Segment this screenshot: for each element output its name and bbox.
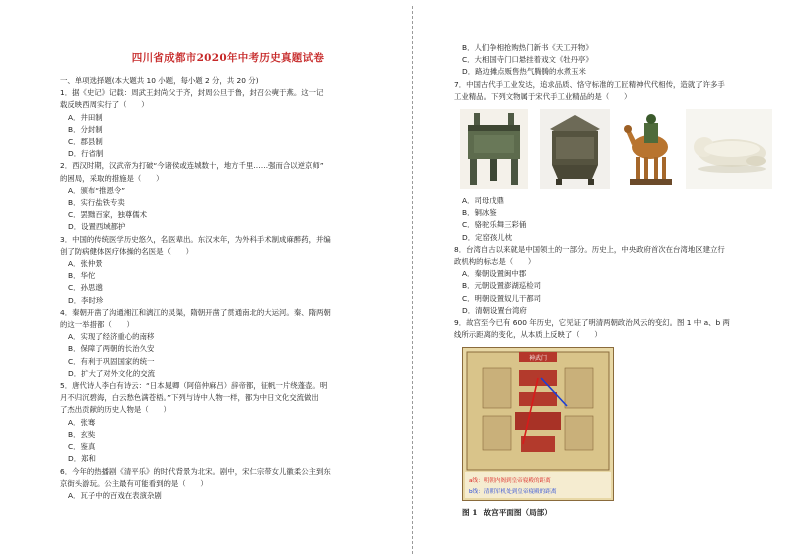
answer-option: B．元朝设置澎湖巡检司 xyxy=(462,281,541,291)
question-line: 7．中国古代手工业发达，追求品质、恪守标准的工匠精神代代相传，造就了许多手 xyxy=(454,79,725,89)
answer-option: C．骆驼乐舞三彩俑 xyxy=(462,220,527,230)
question-line: 1．据《史记》记载：周武王封尚父于齐，封周公旦于鲁，封召公奭于燕。这一记 xyxy=(60,88,324,98)
answer-option: D．行省制 xyxy=(68,149,104,159)
answer-option: B．分封制 xyxy=(68,124,103,134)
question-line: 的这一举措都（ ） xyxy=(60,320,134,330)
answer-option: A．颁布“推恩令” xyxy=(68,185,126,195)
palace-plan-map xyxy=(463,348,613,500)
question-line: 月不归沉碧海，白云愁色满苍梧。”下列与诗中人物一样，都为中日文化交流做出 xyxy=(60,393,319,403)
question-line: 9．故宫至今已有 600 年历史，它见证了明清两朝政治风云的变幻。图 1 中 a、b 两 xyxy=(454,318,730,328)
page-title: 四川省成都市2020年中考历史真题试卷 xyxy=(131,52,325,64)
page-fold-line xyxy=(412,6,413,554)
answer-option: D．扩大了对外文化的交流 xyxy=(68,368,155,378)
answer-option: A．张仲景 xyxy=(68,259,103,269)
question-line: 京街头游玩。公主最有可能看到的是（ ） xyxy=(60,478,208,488)
answer-option: A．司母戊鼎 xyxy=(462,196,505,206)
bronze-ding-image xyxy=(460,109,528,189)
answer-option: B．华佗 xyxy=(68,271,96,281)
tricolor-camel-image xyxy=(620,109,678,189)
answer-option: A．瓦子中的百戏在表演杂剧 xyxy=(68,490,162,500)
question-line: 一、单项选择题(本大题共 10 小题，每小题 2 分，共 20 分) xyxy=(60,76,259,85)
question-line: 8．台湾自古以来就是中国领土的一部分。历史上，中央政府首次在台湾地区建立行 xyxy=(454,244,725,254)
answer-option: C．孙思邈 xyxy=(68,283,103,293)
answer-option: B．保障了两朝的长治久安 xyxy=(68,344,155,354)
forbidden-city-plan-figure xyxy=(462,347,614,501)
answer-option: A．井田制 xyxy=(68,112,103,122)
question-line: 的困局，采取的措施是（ ） xyxy=(60,173,164,183)
question-line: 政机构的标志是（ ） xyxy=(454,257,536,267)
question-line: 工业精品。下列文物属于宋代手工业精品的是（ ） xyxy=(454,91,632,101)
answer-option: C．罢黜百家，独尊儒术 xyxy=(68,210,148,220)
answer-option: C．大相国寺门口悬挂着戏文《牡丹亭》 xyxy=(462,55,593,65)
question-line: 5．唐代诗人李白有诗云：“日本晁卿（阿倍仲麻吕）辞帝都，征帆一片绕蓬壶。明 xyxy=(60,381,328,391)
bronze-ice-box-image xyxy=(540,109,610,189)
answer-option: C．鉴真 xyxy=(68,442,96,452)
answer-option: B．人们争相抢购热门新书《天工开物》 xyxy=(462,43,593,52)
answer-option: B．玄奘 xyxy=(68,429,96,439)
artifact-photos xyxy=(454,109,784,191)
question-line: 2．西汉时期，汉武帝为打破“今诸侯或连城数十，地方千里……强而合以逆京师” xyxy=(60,161,324,171)
answer-option: D．定窑孩儿枕 xyxy=(462,232,513,242)
answer-option: D．郑和 xyxy=(68,454,96,464)
answer-option: C．郡县制 xyxy=(68,137,103,147)
ding-kiln-child-pillow-image xyxy=(686,109,772,189)
legend-a-text: a线：明朝内阁到皇帝寝殿的距离 xyxy=(469,478,551,485)
question-line: 4．秦朝开凿了沟通湘江和漓江的灵渠，隋朝开凿了贯通南北的大运河。秦、隋两朝 xyxy=(60,307,331,317)
question-line: 线所示距离的变化，从本质上反映了（ ） xyxy=(454,330,602,340)
answer-option: D．设置西域都护 xyxy=(68,222,126,232)
figure-caption-text: 故宫平面图（局部） xyxy=(483,508,552,518)
gate-label: 神武门 xyxy=(528,355,548,363)
question-line: 3．中国的传统医学历史悠久，名医辈出。东汉末年，为外科手术制成麻醉药，并编 xyxy=(60,234,331,244)
answer-option: D．路边摊点贩售热气腾腾的水煮玉米 xyxy=(462,67,586,77)
answer-option: C．明朝设置奴儿干都司 xyxy=(462,293,542,303)
answer-option: D．清朝设置台湾府 xyxy=(462,305,527,315)
answer-option: A．实现了经济重心的南移 xyxy=(68,332,155,342)
right-column xyxy=(454,42,784,518)
answer-option: A．秦朝设置闽中郡 xyxy=(462,269,527,279)
right-question-text-top xyxy=(454,42,784,103)
right-question-text-mid xyxy=(454,195,784,341)
answer-option: D．李时珍 xyxy=(68,295,104,305)
figure-caption xyxy=(462,507,784,518)
question-line: 创了防病健体医疗体操的名医是（ ） xyxy=(60,246,194,256)
question-line: 载反映西周实行了（ ） xyxy=(60,100,149,110)
left-column xyxy=(60,44,396,502)
legend-b-text: b线：清朝军机处到皇帝寝殿的距离 xyxy=(469,489,557,496)
question-line: 6．今年的热播剧《清平乐》的时代背景为北宋。剧中，宋仁宗带女儿徽柔公主到东 xyxy=(60,466,331,476)
answer-option: C．有利于巩固国家的统一 xyxy=(68,356,155,366)
answer-option: B．铜冰鉴 xyxy=(462,208,497,218)
question-line: 了杰出贡献的历史人物是（ ） xyxy=(60,405,171,415)
answer-option: B．实行盐铁专卖 xyxy=(68,198,125,208)
left-question-text xyxy=(60,75,396,502)
answer-option: A．张骞 xyxy=(68,417,96,427)
figure-number: 图 1 xyxy=(462,508,478,518)
